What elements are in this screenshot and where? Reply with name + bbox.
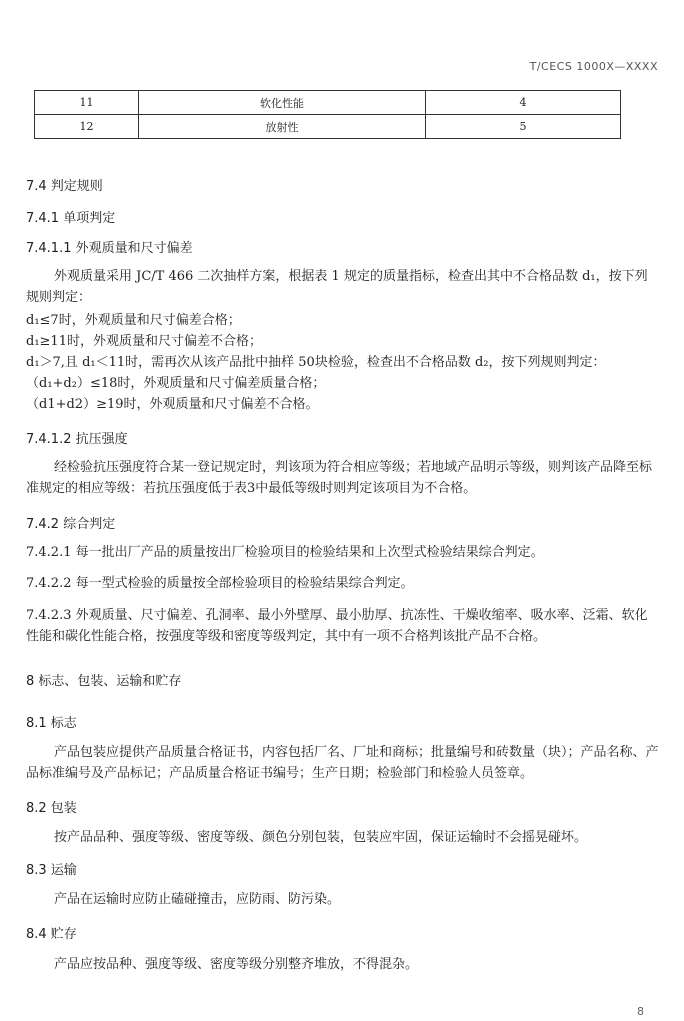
rule-line-2: d₁≥11时，外观质量和尺寸偏差不合格； <box>26 334 262 349</box>
table-cell-item: 软化性能 <box>139 91 426 115</box>
paragraph-8-3: 产品在运输时应防止磕碰撞击，应防雨、防污染。 <box>54 892 341 907</box>
table-row <box>35 91 621 115</box>
heading-7-4: 7.4 判定规则 <box>26 179 103 194</box>
paragraph-8-1: 产品包装应提供产品质量合格证书，内容包括厂名、厂址和商标；批量编号和砖数量（块）；产品名称、产品标准编号及产品标记；产品质量合格证书编号；生产日期；检验部门和检验人员签章。 <box>26 745 659 781</box>
paragraph-strength: 经检验抗压强度符合某一登记规定时，判该项为符合相应等级；若地域产品明示等级，则判该产品降至标准规定的相应等级：若抗压强度低于表3中最低等级时则判定该项目为不合格。 <box>26 460 653 496</box>
heading-8: 8 标志、包装、运输和贮存 <box>26 674 182 689</box>
heading-8-2: 8.2 包装 <box>26 801 77 816</box>
inspection-items-table <box>34 90 621 139</box>
table-cell-clause: 5 <box>426 115 621 139</box>
table-cell-clause: 4 <box>426 91 621 115</box>
clause-7-4-2-1: 7.4.2.1 每一批出厂产品的质量按出厂检验项目的检验结果和上次型式检验结果综合判定。 <box>26 545 544 560</box>
heading-7-4-2: 7.4.2 综合判定 <box>26 517 116 532</box>
rule-line-3: d₁＞7,且 d₁＜11时，需再次从该产品批中抽样 50块检验，检查出不合格品数 d₂，按下列规则判定： <box>26 355 606 370</box>
table-cell-item: 放射性 <box>139 115 426 139</box>
heading-7-4-1-2: 7.4.1.2 抗压强度 <box>26 432 128 447</box>
table-row <box>35 115 621 139</box>
heading-8-3: 8.3 运输 <box>26 863 77 878</box>
rule-line-1: d₁≤7时，外观质量和尺寸偏差合格； <box>26 313 241 328</box>
paragraph-8-4: 产品应按品种、强度等级、密度等级分别整齐堆放，不得混杂。 <box>54 957 419 972</box>
table-cell-no: 11 <box>35 91 139 115</box>
rule-line-4: （d₁+d₂）≤18时，外观质量和尺寸偏差质量合格； <box>26 376 326 391</box>
heading-7-4-1-1: 7.4.1.1 外观质量和尺寸偏差 <box>26 241 193 256</box>
document-code-header: T/CECS 1000X—XXXX <box>529 60 658 73</box>
clause-7-4-2-3: 7.4.2.3 外观质量、尺寸偏差、孔洞率、最小外壁厚、最小肋厚、抗冻性、干燥收缩率、吸水率、泛霜、软化性能和碳化性能合格，按强度等级和密度等级判定，其中有一项不合格判该批产品不合格。 <box>26 608 648 644</box>
paragraph-appearance-intro: 外观质量采用 JC/T 466 二次抽样方案，根据表 1 规定的质量指标，检查出其中不合格品数 d₁，按下列规则判定： <box>26 269 648 305</box>
heading-8-4: 8.4 贮存 <box>26 927 77 942</box>
table-cell-no: 12 <box>35 115 139 139</box>
clause-7-4-2-2: 7.4.2.2 每一型式检验的质量按全部检验项目的检验结果综合判定。 <box>26 576 414 591</box>
heading-8-1: 8.1 标志 <box>26 716 77 731</box>
page-number: 8 <box>637 1005 644 1018</box>
paragraph-8-2: 按产品品种、强度等级、密度等级、颜色分别包装，包装应牢固，保证运输时不会摇晃碰坏。 <box>54 830 588 845</box>
rule-line-5: （d1+d2）≥19时，外观质量和尺寸偏差不合格。 <box>26 397 319 412</box>
heading-7-4-1: 7.4.1 单项判定 <box>26 211 116 226</box>
